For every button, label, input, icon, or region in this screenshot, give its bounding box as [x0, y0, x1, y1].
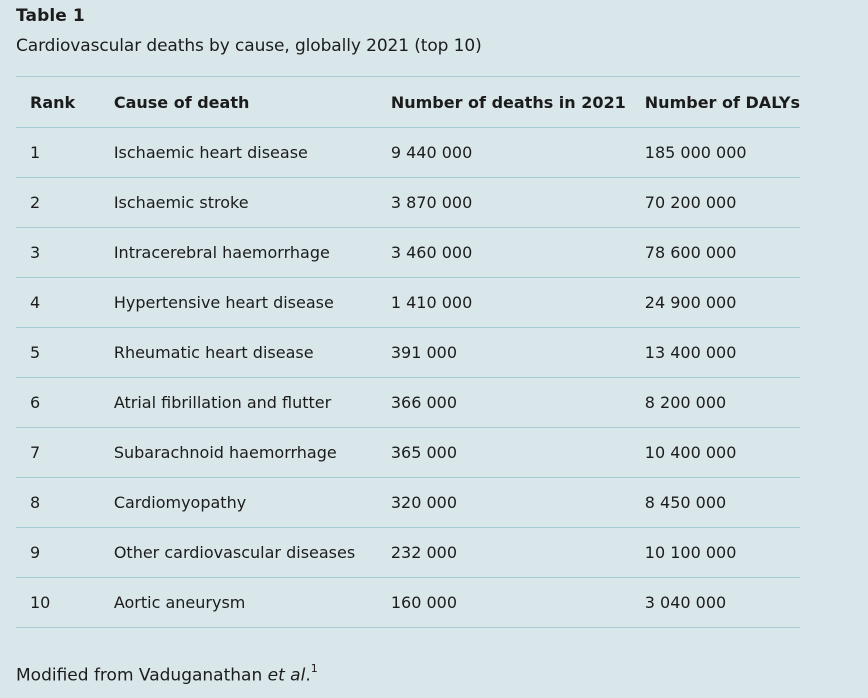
cell-dalys: 185 000 000: [645, 128, 800, 178]
table-row: [16, 378, 800, 428]
cell-dalys: 24 900 000: [645, 278, 800, 328]
cell-deaths: 232 000: [391, 528, 645, 578]
cell-cause: Atrial fibrillation and flutter: [114, 378, 391, 428]
cell-deaths: 3 870 000: [391, 178, 645, 228]
cell-rank: 10: [16, 578, 114, 628]
cell-rank: 5: [16, 328, 114, 378]
table-row: [16, 228, 800, 278]
table-body: [16, 128, 800, 628]
cell-dalys: 3 040 000: [645, 578, 800, 628]
cell-deaths: 3 460 000: [391, 228, 645, 278]
table-row: [16, 178, 800, 228]
table-caption: Cardiovascular deaths by cause, globally 2021 (top 10): [16, 36, 482, 56]
cell-cause: Ischaemic heart disease: [114, 128, 391, 178]
cell-rank: 1: [16, 128, 114, 178]
footnote-reference[interactable]: 1: [310, 662, 318, 675]
cell-cause: Cardiomyopathy: [114, 478, 391, 528]
cell-rank: 3: [16, 228, 114, 278]
footnote-italic: et al: [267, 665, 306, 686]
cell-cause: Subarachnoid haemorrhage: [114, 428, 391, 478]
cell-deaths: 1 410 000: [391, 278, 645, 328]
cell-deaths: 366 000: [391, 378, 645, 428]
cell-dalys: 10 100 000: [645, 528, 800, 578]
cell-cause: Aortic aneurysm: [114, 578, 391, 628]
cell-cause: Ischaemic stroke: [114, 178, 391, 228]
footnote-text: Modified from Vaduganathan: [16, 665, 268, 686]
table-header-row: [16, 77, 800, 128]
cell-deaths: 320 000: [391, 478, 645, 528]
table-row: [16, 278, 800, 328]
header-cause: Cause of death: [114, 77, 391, 128]
cell-cause: Other cardiovascular diseases: [114, 528, 391, 578]
cell-dalys: 13 400 000: [645, 328, 800, 378]
cell-deaths: 9 440 000: [391, 128, 645, 178]
cell-dalys: 8 450 000: [645, 478, 800, 528]
cell-rank: 2: [16, 178, 114, 228]
table-row: [16, 428, 800, 478]
cell-cause: Rheumatic heart disease: [114, 328, 391, 378]
header-deaths: Number of deaths in 2021: [391, 77, 645, 128]
footnote: [16, 664, 318, 686]
cell-dalys: 8 200 000: [645, 378, 800, 428]
cell-cause: Hypertensive heart disease: [114, 278, 391, 328]
table-row: [16, 578, 800, 628]
table-title: Table 1: [16, 6, 85, 26]
table-row: [16, 328, 800, 378]
cell-deaths: 391 000: [391, 328, 645, 378]
table-row: [16, 128, 800, 178]
cell-rank: 7: [16, 428, 114, 478]
header-rank: Rank: [16, 77, 114, 128]
table-row: [16, 478, 800, 528]
cell-cause: Intracerebral haemorrhage: [114, 228, 391, 278]
cell-rank: 9: [16, 528, 114, 578]
cell-dalys: 78 600 000: [645, 228, 800, 278]
cell-rank: 8: [16, 478, 114, 528]
cell-deaths: 160 000: [391, 578, 645, 628]
data-table: [16, 76, 800, 628]
cell-deaths: 365 000: [391, 428, 645, 478]
table-row: [16, 528, 800, 578]
cell-rank: 4: [16, 278, 114, 328]
header-dalys: Number of DALYs: [645, 77, 800, 128]
cell-dalys: 10 400 000: [645, 428, 800, 478]
footnote-period: .: [305, 665, 311, 686]
cell-dalys: 70 200 000: [645, 178, 800, 228]
cell-rank: 6: [16, 378, 114, 428]
